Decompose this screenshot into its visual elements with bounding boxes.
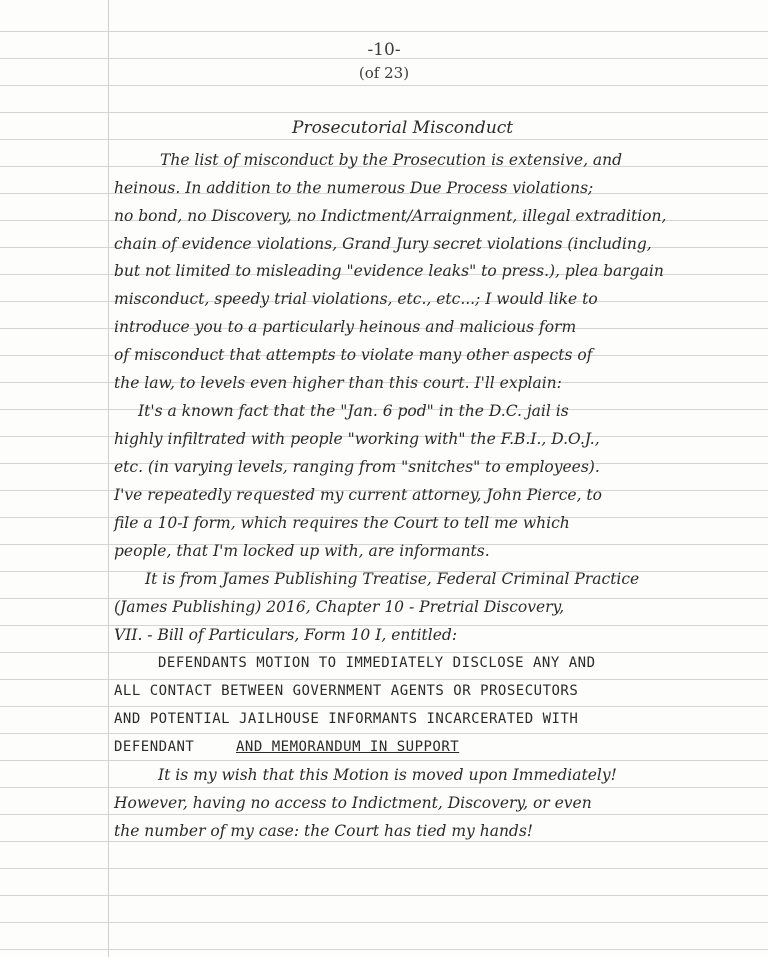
page-number: -10- xyxy=(367,40,401,60)
text-line: file a 10-I form, which requires the Court to tell me which xyxy=(114,514,570,532)
motion-title-line: DEFENDANT xyxy=(114,739,195,755)
text-line: VII. - Bill of Particulars, Form 10 I, entitled: xyxy=(114,626,458,644)
text-line: chain of evidence violations, Grand Jury secret violations (including, xyxy=(114,235,652,253)
text-line: but not limited to misleading "evidence leaks" to press.), plea bargain xyxy=(114,262,664,280)
text-line: the law, to levels even higher than this court. I'll explain: xyxy=(114,374,562,392)
motion-title-line: AND POTENTIAL JAILHOUSE INFORMANTS INCARCERATED WITH xyxy=(114,711,579,727)
text-line: It is my wish that this Motion is moved upon Immediately! xyxy=(158,766,617,784)
text-line: I've repeatedly requested my current attorney, John Pierce, to xyxy=(114,486,602,504)
motion-memorandum-line: AND MEMORANDUM IN SUPPORT xyxy=(236,739,460,755)
text-line: heinous. In addition to the numerous Due Process violations; xyxy=(114,179,594,197)
text-line: (James Publishing) 2016, Chapter 10 - Pretrial Discovery, xyxy=(114,598,565,616)
margin-line xyxy=(108,0,109,957)
motion-title-line: DEFENDANTS MOTION TO IMMEDIATELY DISCLOSE ANY AND xyxy=(158,655,596,671)
text-line: people, that I'm locked up with, are informants. xyxy=(114,542,490,560)
text-line: etc. (in varying levels, ranging from "snitches" to employees). xyxy=(114,458,600,476)
motion-title-line: ALL CONTACT BETWEEN GOVERNMENT AGENTS OR PROSECUTORS xyxy=(114,683,579,699)
text-line: misconduct, speedy trial violations, etc., etc...; I would like to xyxy=(114,290,598,308)
page-title: Prosecutorial Misconduct xyxy=(292,118,514,138)
text-line: It's a known fact that the "Jan. 6 pod" in the D.C. jail is xyxy=(138,402,569,420)
text-line: of misconduct that attempts to violate many other aspects of xyxy=(114,346,593,364)
text-line: highly infiltrated with people "working with" the F.B.I., D.O.J., xyxy=(114,430,600,448)
text-line: no bond, no Discovery, no Indictment/Arraignment, illegal extradition, xyxy=(114,207,667,225)
text-line: However, having no access to Indictment, Discovery, or even xyxy=(114,794,592,812)
text-line: introduce you to a particularly heinous and malicious form xyxy=(114,318,577,336)
page-of-total: (of 23) xyxy=(358,64,410,82)
text-line: It is from James Publishing Treatise, Federal Criminal Practice xyxy=(145,570,640,588)
text-line: the number of my case: the Court has tied my hands! xyxy=(114,822,534,840)
text-line: The list of misconduct by the Prosecution is extensive, and xyxy=(160,151,623,169)
